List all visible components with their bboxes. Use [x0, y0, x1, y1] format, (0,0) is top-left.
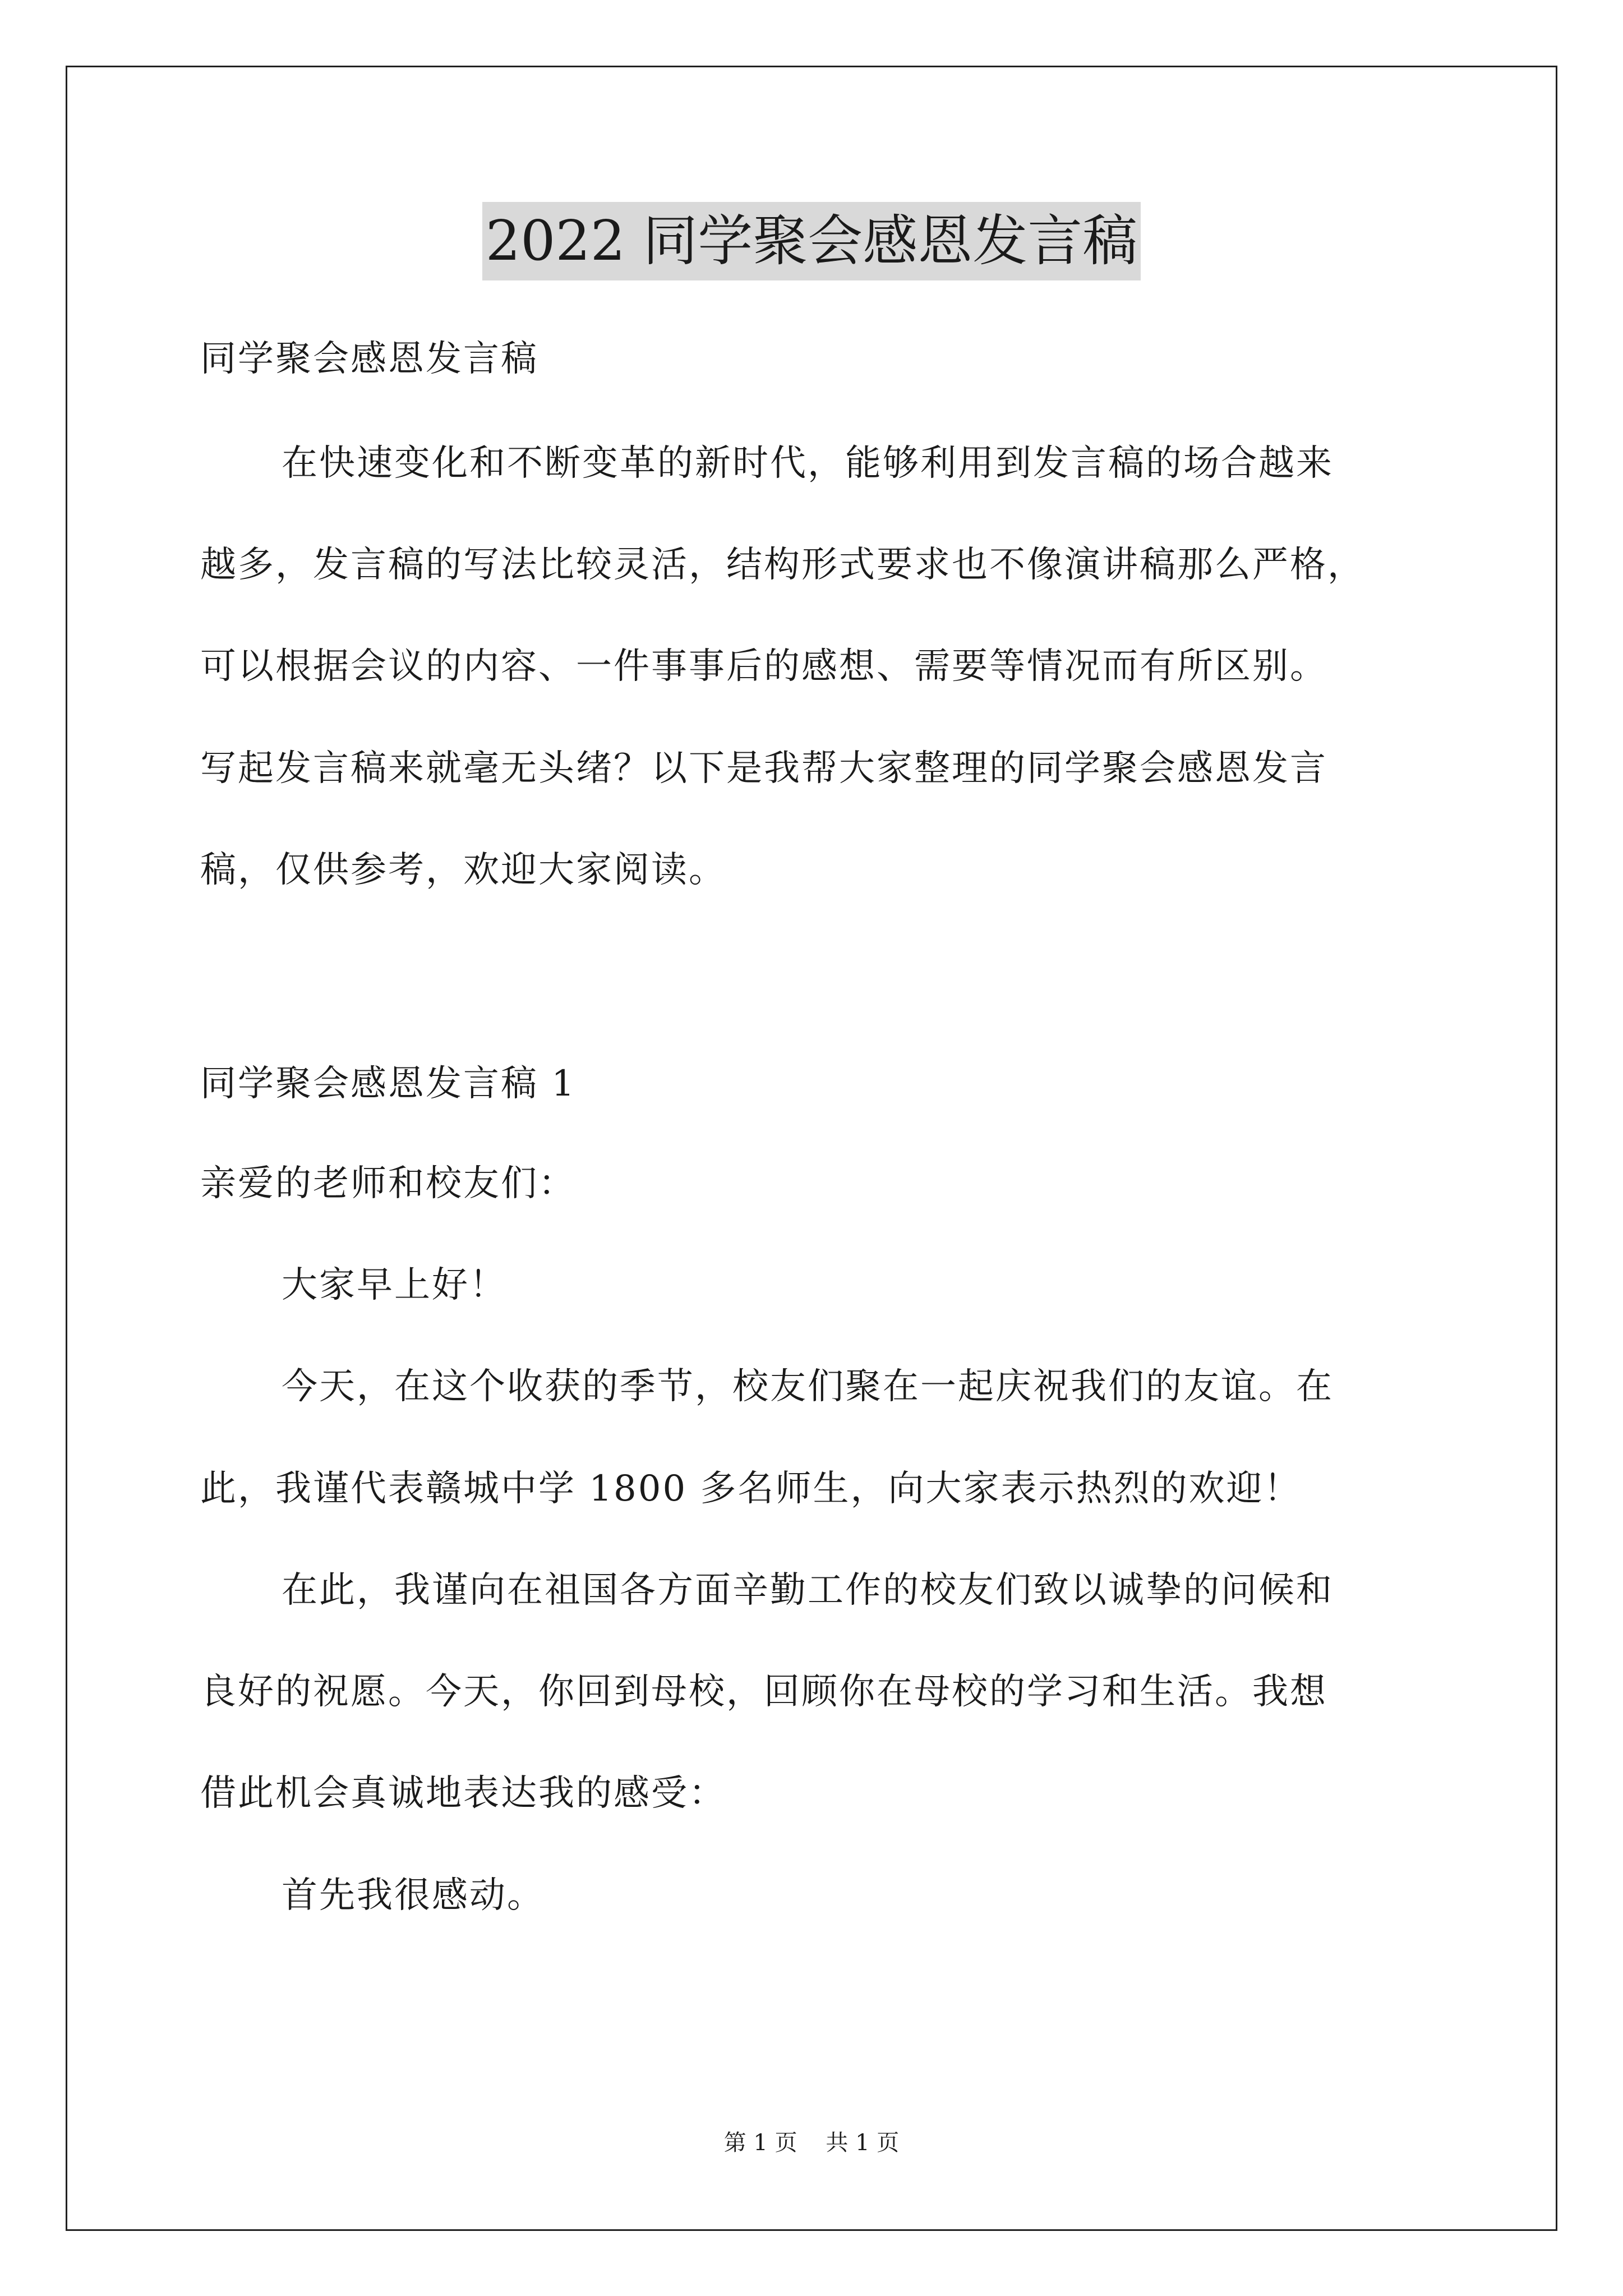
greeting-line: 大家早上好！ — [282, 1264, 507, 1306]
paragraph-line: 今天，在这个收获的季节，校友们聚在一起庆祝我们的友谊。在 — [282, 1366, 1334, 1407]
paragraph-line: 在快速变化和不断变革的新时代，能够利用到发言稿的场合越来 — [282, 443, 1334, 484]
paragraph-line: 良好的祝愿。今天，你回到母校，回顾你在母校的学习和生活。我想 — [200, 1671, 1327, 1713]
salutation-line: 亲爱的老师和校友们： — [200, 1163, 576, 1204]
paragraph-line: 写起发言稿来就毫无头绪？以下是我帮大家整理的同学聚会感恩发言 — [200, 748, 1327, 789]
subtitle-line: 同学聚会感恩发言稿 — [200, 338, 538, 380]
paragraph-line: 稿，仅供参考，欢迎大家阅读。 — [200, 849, 726, 891]
section-heading: 同学聚会感恩发言稿 1 — [200, 1063, 577, 1105]
paragraph-line: 首先我很感动。 — [282, 1875, 545, 1916]
page-footer: 第 1 页 共 1 页 — [723, 2130, 900, 2156]
paragraph-line: 借此机会真诚地表达我的感受： — [200, 1773, 726, 1814]
document-title-text: 2022 同学聚会感恩发言稿 — [482, 202, 1141, 280]
paragraph-line: 可以根据会议的内容、一件事事后的感想、需要等情况而有所区别。 — [200, 646, 1327, 687]
paragraph-line: 在此，我谨向在祖国各方面辛勤工作的校友们致以诚挚的问候和 — [282, 1570, 1334, 1611]
document-title — [0, 202, 1623, 280]
paragraph-line: 此，我谨代表赣城中学 1800 多名师生，向大家表示热烈的欢迎！ — [200, 1468, 1302, 1510]
paragraph-line: 越多，发言稿的写法比较灵活，结构形式要求也不像演讲稿那么严格， — [200, 544, 1365, 586]
